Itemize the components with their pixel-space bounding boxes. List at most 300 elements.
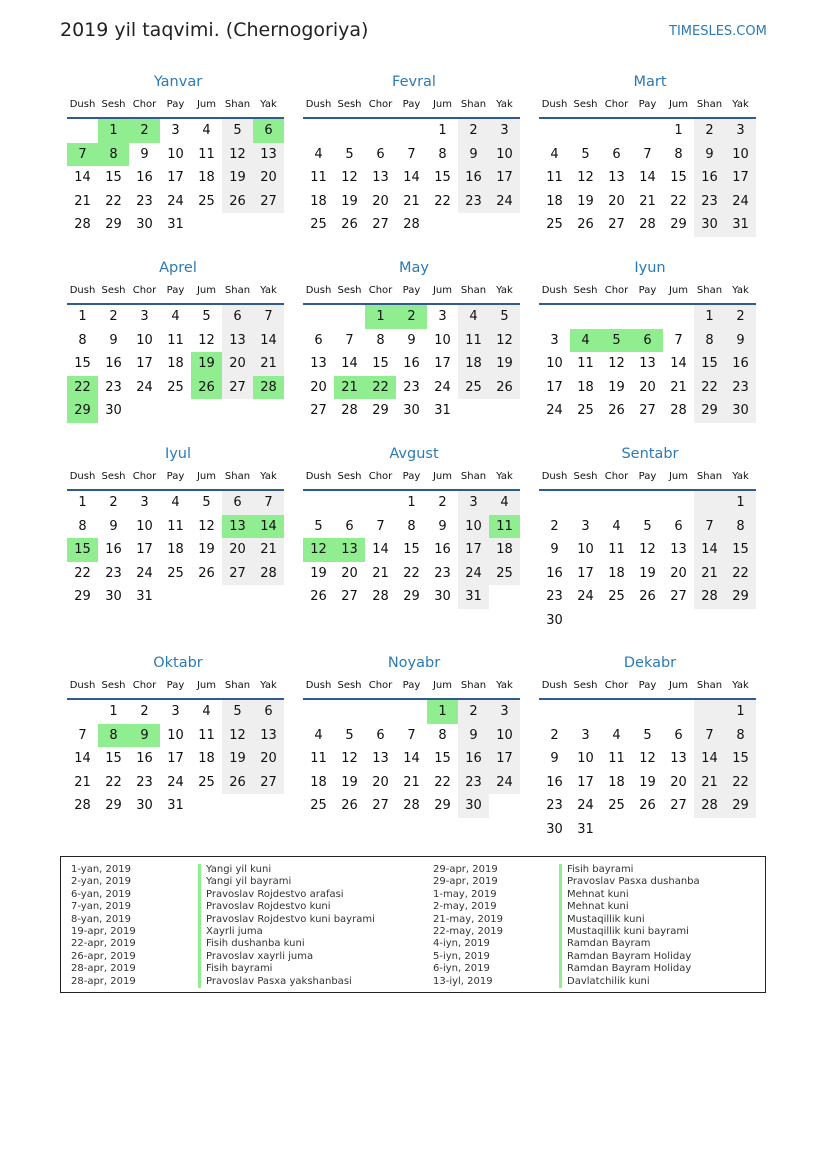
day-cell[interactable]: 11	[310, 170, 327, 186]
day-cell[interactable]: 15	[694, 352, 725, 376]
day-cell[interactable]: 11	[608, 542, 625, 558]
day-cell[interactable]: 16	[105, 542, 122, 558]
day-cell[interactable]: 28	[253, 562, 284, 586]
day-cell[interactable]: 22	[694, 376, 725, 400]
day-cell[interactable]: 3	[140, 309, 149, 324]
day-cell[interactable]: 9	[407, 332, 416, 348]
day-cell[interactable]: 16	[403, 356, 420, 372]
day-cell[interactable]: 20	[670, 565, 687, 581]
day-cell[interactable]: 22	[74, 565, 91, 581]
day-cell[interactable]: 3	[581, 518, 590, 534]
day-cell[interactable]: 18	[546, 193, 563, 209]
day-cell[interactable]: 12	[341, 170, 358, 186]
day-cell[interactable]: 20	[222, 352, 253, 376]
day-cell[interactable]: 28	[694, 794, 725, 818]
day-cell[interactable]: 27	[222, 376, 253, 400]
day-cell[interactable]: 18	[489, 538, 520, 562]
day-cell[interactable]: 23	[546, 589, 563, 605]
day-cell[interactable]: 10	[136, 332, 153, 348]
day-cell[interactable]: 13	[372, 751, 389, 767]
day-cell[interactable]: 4	[489, 491, 520, 515]
day-cell[interactable]: 24	[489, 190, 520, 214]
day-cell[interactable]: 12	[198, 332, 215, 348]
day-cell[interactable]: 12	[489, 329, 520, 353]
day-cell[interactable]: 29	[105, 217, 122, 233]
day-cell[interactable]: 17	[136, 542, 153, 558]
day-cell[interactable]: 23	[546, 798, 563, 814]
day-cell[interactable]: 13	[372, 170, 389, 186]
day-cell[interactable]: 12	[303, 538, 334, 562]
day-cell[interactable]: 17	[458, 538, 489, 562]
day-cell[interactable]: 29	[725, 794, 756, 818]
day-cell[interactable]: 7	[674, 332, 683, 348]
day-cell[interactable]: 23	[458, 190, 489, 214]
day-cell[interactable]: 27	[341, 589, 358, 605]
day-cell[interactable]: 29	[74, 589, 91, 605]
day-cell[interactable]: 14	[670, 356, 687, 372]
day-cell[interactable]: 28	[74, 798, 91, 814]
day-cell[interactable]: 13	[670, 542, 687, 558]
day-cell[interactable]: 20	[372, 193, 389, 209]
day-cell[interactable]: 26	[577, 217, 594, 233]
day-cell[interactable]: 19	[310, 565, 327, 581]
day-cell[interactable]: 15	[67, 538, 98, 562]
day-cell[interactable]: 9	[129, 724, 160, 748]
day-cell[interactable]: 3	[140, 495, 149, 510]
day-cell[interactable]: 13	[253, 724, 284, 748]
day-cell[interactable]: 10	[434, 332, 451, 348]
day-cell[interactable]: 17	[489, 166, 520, 190]
day-cell[interactable]: 5	[202, 309, 211, 324]
day-cell[interactable]: 3	[438, 309, 447, 324]
day-cell[interactable]: 20	[341, 565, 358, 581]
day-cell[interactable]: 20	[253, 166, 284, 190]
day-cell[interactable]: 21	[372, 565, 389, 581]
day-cell[interactable]: 21	[403, 193, 420, 209]
day-cell[interactable]: 1	[725, 700, 756, 724]
day-cell[interactable]: 19	[198, 542, 215, 558]
day-cell[interactable]: 2	[140, 704, 149, 719]
day-cell[interactable]: 25	[577, 403, 594, 419]
day-cell[interactable]: 4	[314, 146, 323, 162]
day-cell[interactable]: 30	[694, 213, 725, 237]
day-cell[interactable]: 16	[136, 170, 153, 186]
day-cell[interactable]: 13	[310, 356, 327, 372]
day-cell[interactable]: 13	[639, 356, 656, 372]
day-cell[interactable]: 9	[109, 332, 118, 348]
day-cell[interactable]: 3	[171, 704, 180, 719]
day-cell[interactable]: 28	[253, 376, 284, 400]
day-cell[interactable]: 29	[670, 217, 687, 233]
day-cell[interactable]: 1	[427, 700, 458, 724]
day-cell[interactable]: 27	[670, 589, 687, 605]
day-cell[interactable]: 10	[136, 518, 153, 534]
day-cell[interactable]: 4	[171, 495, 180, 510]
day-cell[interactable]: 11	[167, 518, 184, 534]
day-cell[interactable]: 30	[546, 821, 563, 837]
day-cell[interactable]: 14	[403, 170, 420, 186]
day-cell[interactable]: 6	[222, 491, 253, 515]
day-cell[interactable]: 20	[608, 193, 625, 209]
day-cell[interactable]: 20	[639, 379, 656, 395]
day-cell[interactable]: 12	[639, 751, 656, 767]
day-cell[interactable]: 6	[222, 305, 253, 329]
day-cell[interactable]: 8	[674, 146, 683, 162]
day-cell[interactable]: 24	[136, 565, 153, 581]
day-cell[interactable]: 23	[403, 379, 420, 395]
day-cell[interactable]: 6	[674, 727, 683, 743]
day-cell[interactable]: 10	[458, 515, 489, 539]
day-cell[interactable]: 18	[167, 356, 184, 372]
day-cell[interactable]: 2	[550, 727, 559, 743]
day-cell[interactable]: 4	[171, 309, 180, 324]
day-cell[interactable]: 3	[489, 700, 520, 724]
day-cell[interactable]: 14	[74, 170, 91, 186]
day-cell[interactable]: 19	[639, 774, 656, 790]
day-cell[interactable]: 14	[403, 751, 420, 767]
day-cell[interactable]: 8	[78, 332, 87, 348]
day-cell[interactable]: 21	[403, 774, 420, 790]
day-cell[interactable]: 20	[670, 774, 687, 790]
day-cell[interactable]: 6	[314, 332, 323, 348]
day-cell[interactable]: 8	[725, 724, 756, 748]
day-cell[interactable]: 9	[458, 724, 489, 748]
day-cell[interactable]: 27	[608, 217, 625, 233]
day-cell[interactable]: 11	[608, 751, 625, 767]
day-cell[interactable]: 31	[167, 798, 184, 814]
day-cell[interactable]: 5	[643, 518, 652, 534]
day-cell[interactable]: 2	[109, 495, 118, 510]
day-cell[interactable]: 11	[489, 515, 520, 539]
day-cell[interactable]: 15	[105, 751, 122, 767]
day-cell[interactable]: 22	[105, 774, 122, 790]
day-cell[interactable]: 30	[546, 612, 563, 628]
day-cell[interactable]: 5	[601, 329, 632, 353]
day-cell[interactable]: 18	[310, 193, 327, 209]
day-cell[interactable]: 24	[725, 190, 756, 214]
day-cell[interactable]: 23	[694, 190, 725, 214]
day-cell[interactable]: 26	[341, 217, 358, 233]
day-cell[interactable]: 30	[458, 794, 489, 818]
day-cell[interactable]: 9	[109, 518, 118, 534]
day-cell[interactable]: 21	[694, 562, 725, 586]
day-cell[interactable]: 12	[577, 170, 594, 186]
day-cell[interactable]: 7	[345, 332, 354, 348]
day-cell[interactable]: 16	[546, 774, 563, 790]
day-cell[interactable]: 8	[78, 518, 87, 534]
day-cell[interactable]: 2	[725, 305, 756, 329]
day-cell[interactable]: 29	[725, 585, 756, 609]
day-cell[interactable]: 5	[314, 518, 323, 534]
day-cell[interactable]: 26	[222, 190, 253, 214]
day-cell[interactable]: 23	[434, 565, 451, 581]
day-cell[interactable]: 5	[489, 305, 520, 329]
day-cell[interactable]: 21	[74, 193, 91, 209]
day-cell[interactable]: 23	[105, 379, 122, 395]
day-cell[interactable]: 1	[694, 305, 725, 329]
day-cell[interactable]: 8	[407, 518, 416, 534]
day-cell[interactable]: 18	[198, 170, 215, 186]
day-cell[interactable]: 21	[694, 771, 725, 795]
day-cell[interactable]: 7	[643, 146, 652, 162]
day-cell[interactable]: 24	[458, 562, 489, 586]
day-cell[interactable]: 25	[458, 376, 489, 400]
day-cell[interactable]: 2	[550, 518, 559, 534]
day-cell[interactable]: 1	[78, 309, 87, 324]
day-cell[interactable]: 22	[670, 193, 687, 209]
day-cell[interactable]: 6	[376, 146, 385, 162]
day-cell[interactable]: 17	[577, 774, 594, 790]
brand-link[interactable]: TIMESLES.COM	[669, 24, 767, 39]
day-cell[interactable]: 10	[577, 751, 594, 767]
day-cell[interactable]: 5	[581, 146, 590, 162]
day-cell[interactable]: 8	[98, 724, 129, 748]
day-cell[interactable]: 14	[639, 170, 656, 186]
day-cell[interactable]: 28	[403, 217, 420, 233]
day-cell[interactable]: 17	[725, 166, 756, 190]
day-cell[interactable]: 28	[403, 798, 420, 814]
day-cell[interactable]: 27	[310, 403, 327, 419]
day-cell[interactable]: 19	[608, 379, 625, 395]
day-cell[interactable]: 15	[403, 542, 420, 558]
day-cell[interactable]: 27	[253, 771, 284, 795]
day-cell[interactable]: 15	[725, 538, 756, 562]
day-cell[interactable]: 5	[643, 727, 652, 743]
day-cell[interactable]: 31	[136, 589, 153, 605]
day-cell[interactable]: 25	[198, 193, 215, 209]
day-cell[interactable]: 26	[191, 376, 222, 400]
day-cell[interactable]: 21	[639, 193, 656, 209]
day-cell[interactable]: 2	[129, 119, 160, 143]
day-cell[interactable]: 22	[403, 565, 420, 581]
day-cell[interactable]: 26	[489, 376, 520, 400]
day-cell[interactable]: 14	[74, 751, 91, 767]
day-cell[interactable]: 17	[489, 747, 520, 771]
day-cell[interactable]: 14	[694, 538, 725, 562]
day-cell[interactable]: 12	[639, 542, 656, 558]
day-cell[interactable]: 28	[694, 585, 725, 609]
day-cell[interactable]: 16	[434, 542, 451, 558]
day-cell[interactable]: 4	[612, 518, 621, 534]
day-cell[interactable]: 20	[310, 379, 327, 395]
day-cell[interactable]: 13	[222, 329, 253, 353]
day-cell[interactable]: 27	[372, 217, 389, 233]
day-cell[interactable]: 16	[694, 166, 725, 190]
day-cell[interactable]: 12	[222, 143, 253, 167]
day-cell[interactable]: 8	[438, 727, 447, 743]
day-cell[interactable]: 9	[438, 518, 447, 534]
day-cell[interactable]: 7	[407, 146, 416, 162]
day-cell[interactable]: 3	[171, 123, 180, 138]
day-cell[interactable]: 19	[191, 352, 222, 376]
day-cell[interactable]: 24	[489, 771, 520, 795]
day-cell[interactable]: 21	[670, 379, 687, 395]
day-cell[interactable]: 10	[167, 727, 184, 743]
day-cell[interactable]: 28	[372, 589, 389, 605]
day-cell[interactable]: 25	[608, 589, 625, 605]
day-cell[interactable]: 2	[396, 305, 427, 329]
day-cell[interactable]: 9	[550, 542, 559, 558]
day-cell[interactable]: 17	[167, 751, 184, 767]
day-cell[interactable]: 12	[608, 356, 625, 372]
day-cell[interactable]: 9	[694, 143, 725, 167]
day-cell[interactable]: 26	[608, 403, 625, 419]
day-cell[interactable]: 20	[222, 538, 253, 562]
day-cell[interactable]: 29	[105, 798, 122, 814]
day-cell[interactable]: 6	[612, 146, 621, 162]
day-cell[interactable]: 8	[694, 329, 725, 353]
day-cell[interactable]: 31	[167, 217, 184, 233]
day-cell[interactable]: 5	[345, 146, 354, 162]
day-cell[interactable]: 14	[253, 329, 284, 353]
day-cell[interactable]: 7	[253, 491, 284, 515]
day-cell[interactable]: 24	[167, 774, 184, 790]
day-cell[interactable]: 22	[434, 193, 451, 209]
day-cell[interactable]: 16	[546, 565, 563, 581]
day-cell[interactable]: 23	[725, 376, 756, 400]
day-cell[interactable]: 24	[167, 193, 184, 209]
day-cell[interactable]: 15	[434, 751, 451, 767]
day-cell[interactable]: 29	[434, 798, 451, 814]
day-cell[interactable]: 26	[222, 771, 253, 795]
day-cell[interactable]: 15	[725, 747, 756, 771]
day-cell[interactable]: 4	[570, 329, 601, 353]
day-cell[interactable]: 15	[372, 356, 389, 372]
day-cell[interactable]: 2	[438, 495, 447, 510]
day-cell[interactable]: 10	[489, 724, 520, 748]
day-cell[interactable]: 11	[167, 332, 184, 348]
day-cell[interactable]: 22	[434, 774, 451, 790]
day-cell[interactable]: 23	[105, 565, 122, 581]
day-cell[interactable]: 31	[725, 213, 756, 237]
day-cell[interactable]: 22	[105, 193, 122, 209]
day-cell[interactable]: 16	[105, 356, 122, 372]
day-cell[interactable]: 9	[458, 143, 489, 167]
day-cell[interactable]: 18	[458, 352, 489, 376]
day-cell[interactable]: 17	[546, 379, 563, 395]
day-cell[interactable]: 11	[577, 356, 594, 372]
day-cell[interactable]: 4	[612, 727, 621, 743]
day-cell[interactable]: 25	[198, 774, 215, 790]
day-cell[interactable]: 7	[407, 727, 416, 743]
day-cell[interactable]: 15	[105, 170, 122, 186]
day-cell[interactable]: 26	[198, 565, 215, 581]
day-cell[interactable]: 30	[434, 589, 451, 605]
day-cell[interactable]: 26	[310, 589, 327, 605]
day-cell[interactable]: 29	[694, 399, 725, 423]
day-cell[interactable]: 27	[670, 798, 687, 814]
day-cell[interactable]: 1	[365, 305, 396, 329]
day-cell[interactable]: 1	[438, 123, 447, 138]
day-cell[interactable]: 27	[639, 403, 656, 419]
day-cell[interactable]: 2	[458, 700, 489, 724]
day-cell[interactable]: 5	[222, 119, 253, 143]
day-cell[interactable]: 21	[334, 376, 365, 400]
day-cell[interactable]: 7	[376, 518, 385, 534]
day-cell[interactable]: 31	[458, 585, 489, 609]
day-cell[interactable]: 31	[434, 403, 451, 419]
day-cell[interactable]: 12	[222, 724, 253, 748]
day-cell[interactable]: 4	[202, 704, 211, 719]
day-cell[interactable]: 25	[608, 798, 625, 814]
day-cell[interactable]: 25	[167, 565, 184, 581]
day-cell[interactable]: 19	[341, 193, 358, 209]
day-cell[interactable]: 11	[546, 170, 563, 186]
day-cell[interactable]: 26	[639, 589, 656, 605]
day-cell[interactable]: 15	[434, 170, 451, 186]
day-cell[interactable]: 25	[167, 379, 184, 395]
day-cell[interactable]: 19	[639, 565, 656, 581]
day-cell[interactable]: 17	[434, 356, 451, 372]
day-cell[interactable]: 22	[67, 376, 98, 400]
day-cell[interactable]: 18	[198, 751, 215, 767]
day-cell[interactable]: 1	[674, 123, 683, 138]
day-cell[interactable]: 11	[198, 146, 215, 162]
day-cell[interactable]: 13	[334, 538, 365, 562]
day-cell[interactable]: 5	[202, 495, 211, 510]
day-cell[interactable]: 1	[98, 119, 129, 143]
day-cell[interactable]: 5	[222, 700, 253, 724]
day-cell[interactable]: 6	[632, 329, 663, 353]
day-cell[interactable]: 19	[577, 193, 594, 209]
day-cell[interactable]: 15	[74, 356, 91, 372]
day-cell[interactable]: 18	[577, 379, 594, 395]
day-cell[interactable]: 1	[109, 704, 118, 719]
day-cell[interactable]: 7	[694, 515, 725, 539]
day-cell[interactable]: 6	[674, 518, 683, 534]
day-cell[interactable]: 14	[253, 515, 284, 539]
day-cell[interactable]: 13	[670, 751, 687, 767]
day-cell[interactable]: 6	[253, 119, 284, 143]
day-cell[interactable]: 3	[550, 332, 559, 348]
day-cell[interactable]: 11	[310, 751, 327, 767]
day-cell[interactable]: 3	[458, 491, 489, 515]
day-cell[interactable]: 18	[608, 774, 625, 790]
day-cell[interactable]: 19	[341, 774, 358, 790]
day-cell[interactable]: 24	[577, 589, 594, 605]
day-cell[interactable]: 7	[78, 727, 87, 743]
day-cell[interactable]: 19	[222, 166, 253, 190]
day-cell[interactable]: 31	[577, 821, 594, 837]
day-cell[interactable]: 30	[725, 399, 756, 423]
day-cell[interactable]: 19	[222, 747, 253, 771]
day-cell[interactable]: 27	[372, 798, 389, 814]
day-cell[interactable]: 3	[581, 727, 590, 743]
day-cell[interactable]: 18	[167, 542, 184, 558]
day-cell[interactable]: 10	[725, 143, 756, 167]
day-cell[interactable]: 8	[725, 515, 756, 539]
day-cell[interactable]: 22	[725, 562, 756, 586]
day-cell[interactable]: 1	[407, 495, 416, 510]
day-cell[interactable]: 16	[136, 751, 153, 767]
day-cell[interactable]: 25	[489, 562, 520, 586]
day-cell[interactable]: 30	[105, 403, 122, 419]
day-cell[interactable]: 10	[546, 356, 563, 372]
day-cell[interactable]: 16	[725, 352, 756, 376]
day-cell[interactable]: 11	[198, 727, 215, 743]
day-cell[interactable]: 28	[670, 403, 687, 419]
day-cell[interactable]: 27	[222, 562, 253, 586]
day-cell[interactable]: 12	[341, 751, 358, 767]
day-cell[interactable]: 28	[74, 217, 91, 233]
day-cell[interactable]: 10	[577, 542, 594, 558]
day-cell[interactable]: 18	[608, 565, 625, 581]
day-cell[interactable]: 30	[136, 217, 153, 233]
day-cell[interactable]: 13	[253, 143, 284, 167]
day-cell[interactable]: 5	[345, 727, 354, 743]
day-cell[interactable]: 2	[109, 309, 118, 324]
day-cell[interactable]: 6	[345, 518, 354, 534]
